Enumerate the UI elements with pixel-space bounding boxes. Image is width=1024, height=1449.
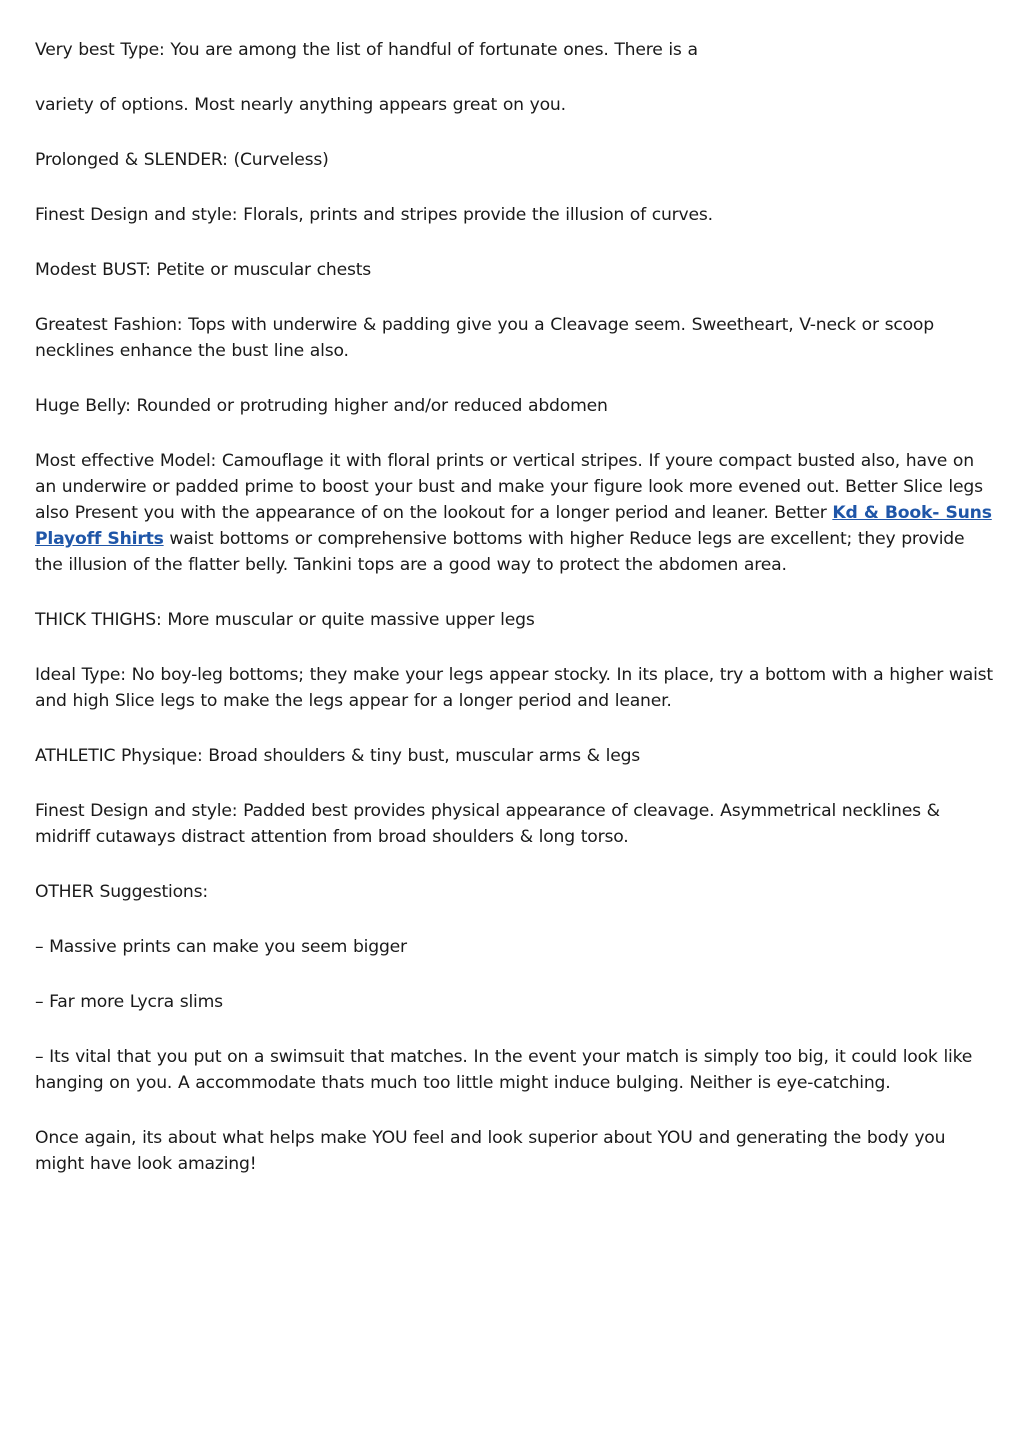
paragraph-variety-of-options: variety of options. Most nearly anything appears great on you. — [35, 95, 566, 115]
heading-thick-thighs: THICK THIGHS: More muscular or quite massive upper legs — [35, 610, 535, 630]
document-body — [35, 37, 995, 1206]
paragraph-finest-design-curves: Finest Design and style: Florals, prints and stripes provide the illusion of curves. — [35, 205, 713, 225]
heading-prolonged-slender: Prolonged & SLENDER: (Curveless) — [35, 150, 329, 170]
paragraph-very-best-type: Very best Type: You are among the list of handful of fortunate ones. There is a — [35, 40, 698, 60]
heading-huge-belly: Huge Belly: Rounded or protruding higher and/or reduced abdomen — [35, 396, 608, 416]
paragraph-finest-design-cleavage: Finest Design and style: Padded best provides physical appearance of cleavage. Asymmetrical necklines & midriff cutaways distract attention from broad shoulders & long torso. — [35, 801, 940, 847]
paragraph-text-before-link: Most effective Model: Camouflage it with floral prints or vertical stripes. If youre compact busted also, have on an underwire or padded prime to boost your bust and make your figure look more evened out. Better Slice legs also Present you with the appearance of on the lookout for a longer period and leaner. Better — [35, 451, 983, 523]
heading-modest-bust: Modest BUST: Petite or muscular chests — [35, 260, 372, 280]
tip-massive-prints: – Massive prints can make you seem bigger — [35, 937, 407, 957]
tip-swimsuit-fit: – Its vital that you put on a swimsuit that matches. In the event your match is simply too big, it could look like hanging on you. A accommodate thats much too little might induce bulging. Neither is eye-catching. — [35, 1047, 973, 1093]
paragraph-greatest-fashion: Greatest Fashion: Tops with underwire & padding give you a Cleavage seem. Sweetheart, V-neck or scoop necklines enhance the bust line also. — [35, 315, 934, 361]
heading-other-suggestions: OTHER Suggestions: — [35, 882, 208, 902]
paragraph-closing: Once again, its about what helps make YOU feel and look superior about YOU and generating the body you might have look amazing! — [35, 1128, 946, 1174]
suns-playoff-shirts-link[interactable]: Kd & Book- Suns Playoff Shirts — [35, 503, 992, 549]
tip-lycra-slims: – Far more Lycra slims — [35, 992, 223, 1012]
heading-athletic-physique: ATHLETIC Physique: Broad shoulders & tiny bust, muscular arms & legs — [35, 746, 641, 766]
paragraph-most-effective-model — [35, 448, 995, 578]
paragraph-text-after-link: waist bottoms or comprehensive bottoms with higher Reduce legs are excellent; they provide the illusion of the flatter belly. Tankini tops are a good way to protect the abdomen area. — [35, 529, 965, 575]
paragraph-ideal-type: Ideal Type: No boy-leg bottoms; they make your legs appear stocky. In its place, try a bottom with a higher waist and high Slice legs to make the legs appear for a longer period and leaner. — [35, 665, 993, 711]
